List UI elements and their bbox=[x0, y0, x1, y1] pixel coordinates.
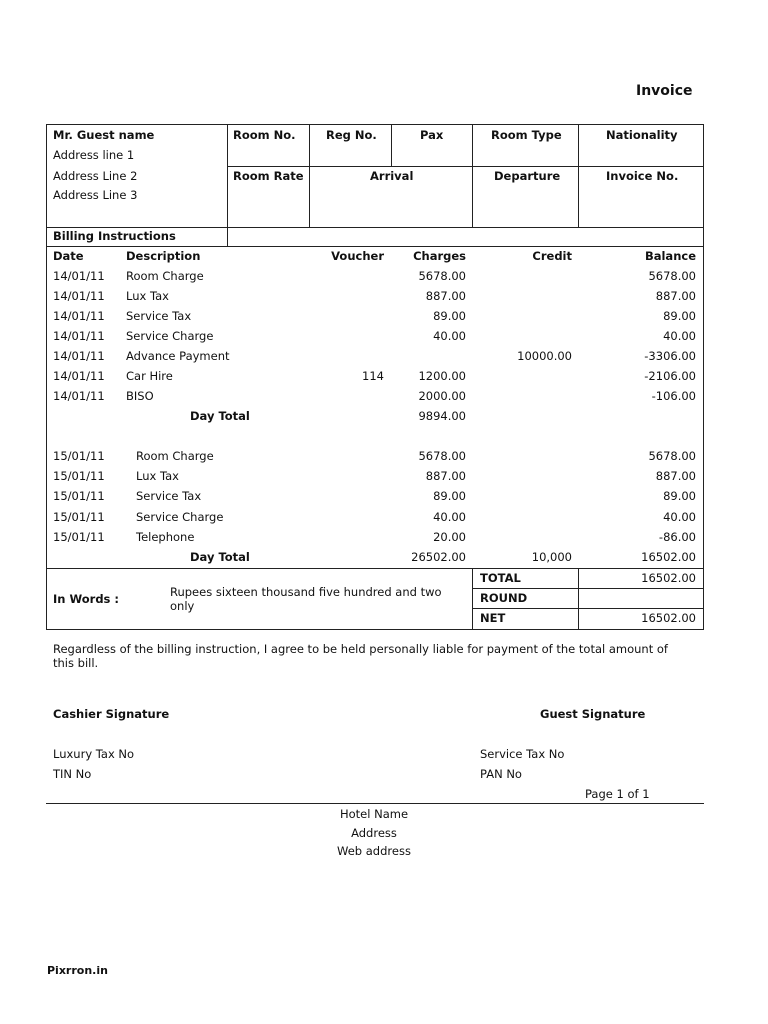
row-description: Telephone bbox=[136, 530, 195, 544]
totals-row-divider-2 bbox=[472, 608, 704, 609]
row-charges: 89.00 bbox=[433, 309, 466, 323]
luxury-tax-no: Luxury Tax No bbox=[53, 747, 135, 761]
guest-signature-label: Guest Signature bbox=[540, 707, 646, 721]
row-balance: 887.00 bbox=[655, 289, 696, 303]
hotel-name: Hotel Name bbox=[339, 807, 409, 821]
row-charges: 887.00 bbox=[425, 469, 466, 483]
row-description: Service Charge bbox=[136, 510, 224, 524]
reg-no-label: Reg No. bbox=[326, 128, 377, 142]
row-charges: 20.00 bbox=[433, 530, 466, 544]
footer-divider bbox=[46, 803, 704, 804]
row-credit: 10000.00 bbox=[517, 349, 572, 363]
row-description: Room Charge bbox=[136, 449, 214, 463]
row-description: Lux Tax bbox=[136, 469, 179, 483]
row-description: Advance Payment bbox=[126, 349, 230, 363]
guest-column-divider bbox=[227, 124, 228, 246]
table-left-border bbox=[46, 124, 47, 630]
hotel-web-address: Web address bbox=[337, 844, 411, 858]
guest-address-line-1: Address line 1 bbox=[53, 148, 135, 162]
row-charges: 40.00 bbox=[433, 510, 466, 524]
row-balance: 40.00 bbox=[663, 510, 696, 524]
row-charges: 89.00 bbox=[433, 489, 466, 503]
day2-total-balance: 16502.00 bbox=[641, 550, 696, 564]
col-description: Description bbox=[126, 249, 201, 263]
day2-total-charges: 26502.00 bbox=[411, 550, 466, 564]
row-date: 14/01/11 bbox=[53, 289, 105, 303]
table-right-border bbox=[703, 124, 704, 630]
row-balance: -106.00 bbox=[651, 389, 696, 403]
guest-address-line-3: Address Line 3 bbox=[53, 188, 138, 202]
departure-label: Departure bbox=[494, 169, 561, 183]
col-balance: Balance bbox=[644, 249, 696, 263]
room-rate-label: Room Rate bbox=[233, 169, 304, 183]
invoice-title: Invoice bbox=[636, 83, 693, 99]
row-charges: 5678.00 bbox=[418, 269, 466, 283]
col-date: Date bbox=[53, 249, 84, 263]
guest-address-line-2: Address Line 2 bbox=[53, 169, 138, 183]
billing-instructions-label: Billing Instructions bbox=[53, 229, 176, 243]
totals-divider-left bbox=[472, 568, 473, 630]
net-label: NET bbox=[480, 611, 506, 625]
row-description: Lux Tax bbox=[126, 289, 169, 303]
col-voucher: Voucher bbox=[331, 249, 384, 263]
service-tax-no: Service Tax No bbox=[480, 747, 565, 761]
row-description: Service Charge bbox=[126, 329, 214, 343]
net-value: 16502.00 bbox=[641, 611, 696, 625]
row-balance: 5678.00 bbox=[648, 449, 696, 463]
header-divider-v1 bbox=[309, 124, 310, 227]
table-top-border bbox=[46, 124, 704, 125]
total-label: TOTAL bbox=[480, 571, 521, 585]
col-credit: Credit bbox=[532, 249, 572, 263]
row-date: 14/01/11 bbox=[53, 329, 105, 343]
in-words-line-1: Rupees sixteen thousand five hundred and two bbox=[170, 585, 442, 599]
invoice-no-label: Invoice No. bbox=[606, 169, 679, 183]
in-words-label: In Words : bbox=[53, 592, 119, 606]
disclaimer-line-2: this bill. bbox=[53, 656, 99, 670]
page-number: Page 1 of 1 bbox=[585, 787, 650, 801]
day2-total-label: Day Total bbox=[190, 550, 250, 564]
row-balance: -3306.00 bbox=[644, 349, 696, 363]
row-balance: 89.00 bbox=[663, 489, 696, 503]
pan-no: PAN No bbox=[480, 767, 522, 781]
day1-total-charges: 9894.00 bbox=[418, 409, 466, 423]
header-divider-v2 bbox=[391, 124, 392, 166]
row-balance: -2106.00 bbox=[644, 369, 696, 383]
row-charges: 1200.00 bbox=[418, 369, 466, 383]
row-description: Car Hire bbox=[126, 369, 173, 383]
row-date: 15/01/11 bbox=[53, 469, 105, 483]
row-balance: 5678.00 bbox=[648, 269, 696, 283]
row-date: 15/01/11 bbox=[53, 530, 105, 544]
row-description: Room Charge bbox=[126, 269, 204, 283]
row-description: BISO bbox=[126, 389, 154, 403]
header-divider-v4 bbox=[578, 124, 579, 227]
row-date: 15/01/11 bbox=[53, 510, 105, 524]
room-no-label: Room No. bbox=[233, 128, 296, 142]
row-balance: 40.00 bbox=[663, 329, 696, 343]
pax-label: Pax bbox=[420, 128, 444, 142]
tin-no: TIN No bbox=[53, 767, 92, 781]
row-charges: 2000.00 bbox=[418, 389, 466, 403]
row-date: 15/01/11 bbox=[53, 489, 105, 503]
row-balance: 887.00 bbox=[655, 469, 696, 483]
nationality-label: Nationality bbox=[606, 128, 678, 142]
row-date: 14/01/11 bbox=[53, 349, 105, 363]
header-divider-v3 bbox=[472, 124, 473, 227]
header-divider bbox=[227, 166, 704, 167]
col-charges: Charges bbox=[413, 249, 466, 263]
totals-divider-mid bbox=[578, 568, 579, 630]
total-value: 16502.00 bbox=[641, 571, 696, 585]
billing-top-border bbox=[46, 227, 704, 228]
totals-row-divider-1 bbox=[472, 588, 704, 589]
row-date: 14/01/11 bbox=[53, 309, 105, 323]
brand-watermark: Pixrron.in bbox=[47, 964, 108, 977]
hotel-address: Address bbox=[351, 826, 397, 840]
row-date: 14/01/11 bbox=[53, 269, 105, 283]
row-balance: -86.00 bbox=[658, 530, 696, 544]
row-voucher: 114 bbox=[362, 369, 384, 383]
table-bottom-border bbox=[46, 629, 704, 630]
row-charges: 40.00 bbox=[433, 329, 466, 343]
guest-name: Mr. Guest name bbox=[53, 128, 155, 142]
column-header-top-border bbox=[46, 246, 704, 247]
row-date: 14/01/11 bbox=[53, 389, 105, 403]
round-label: ROUND bbox=[480, 591, 528, 605]
row-charges: 5678.00 bbox=[418, 449, 466, 463]
day1-total-label: Day Total bbox=[190, 409, 250, 423]
ledger-bottom-border bbox=[46, 568, 704, 569]
disclaimer-line-1: Regardless of the billing instruction, I agree to be held personally liable for payment of the total amount of bbox=[53, 642, 668, 656]
arrival-label: Arrival bbox=[370, 169, 414, 183]
row-date: 14/01/11 bbox=[53, 369, 105, 383]
in-words-line-2: only bbox=[170, 599, 195, 613]
room-type-label: Room Type bbox=[491, 128, 562, 142]
row-date: 15/01/11 bbox=[53, 449, 105, 463]
row-charges: 887.00 bbox=[425, 289, 466, 303]
row-description: Service Tax bbox=[126, 309, 192, 323]
cashier-signature-label: Cashier Signature bbox=[53, 707, 170, 721]
day2-total-credit: 10,000 bbox=[531, 550, 572, 564]
row-balance: 89.00 bbox=[663, 309, 696, 323]
row-description: Service Tax bbox=[136, 489, 202, 503]
